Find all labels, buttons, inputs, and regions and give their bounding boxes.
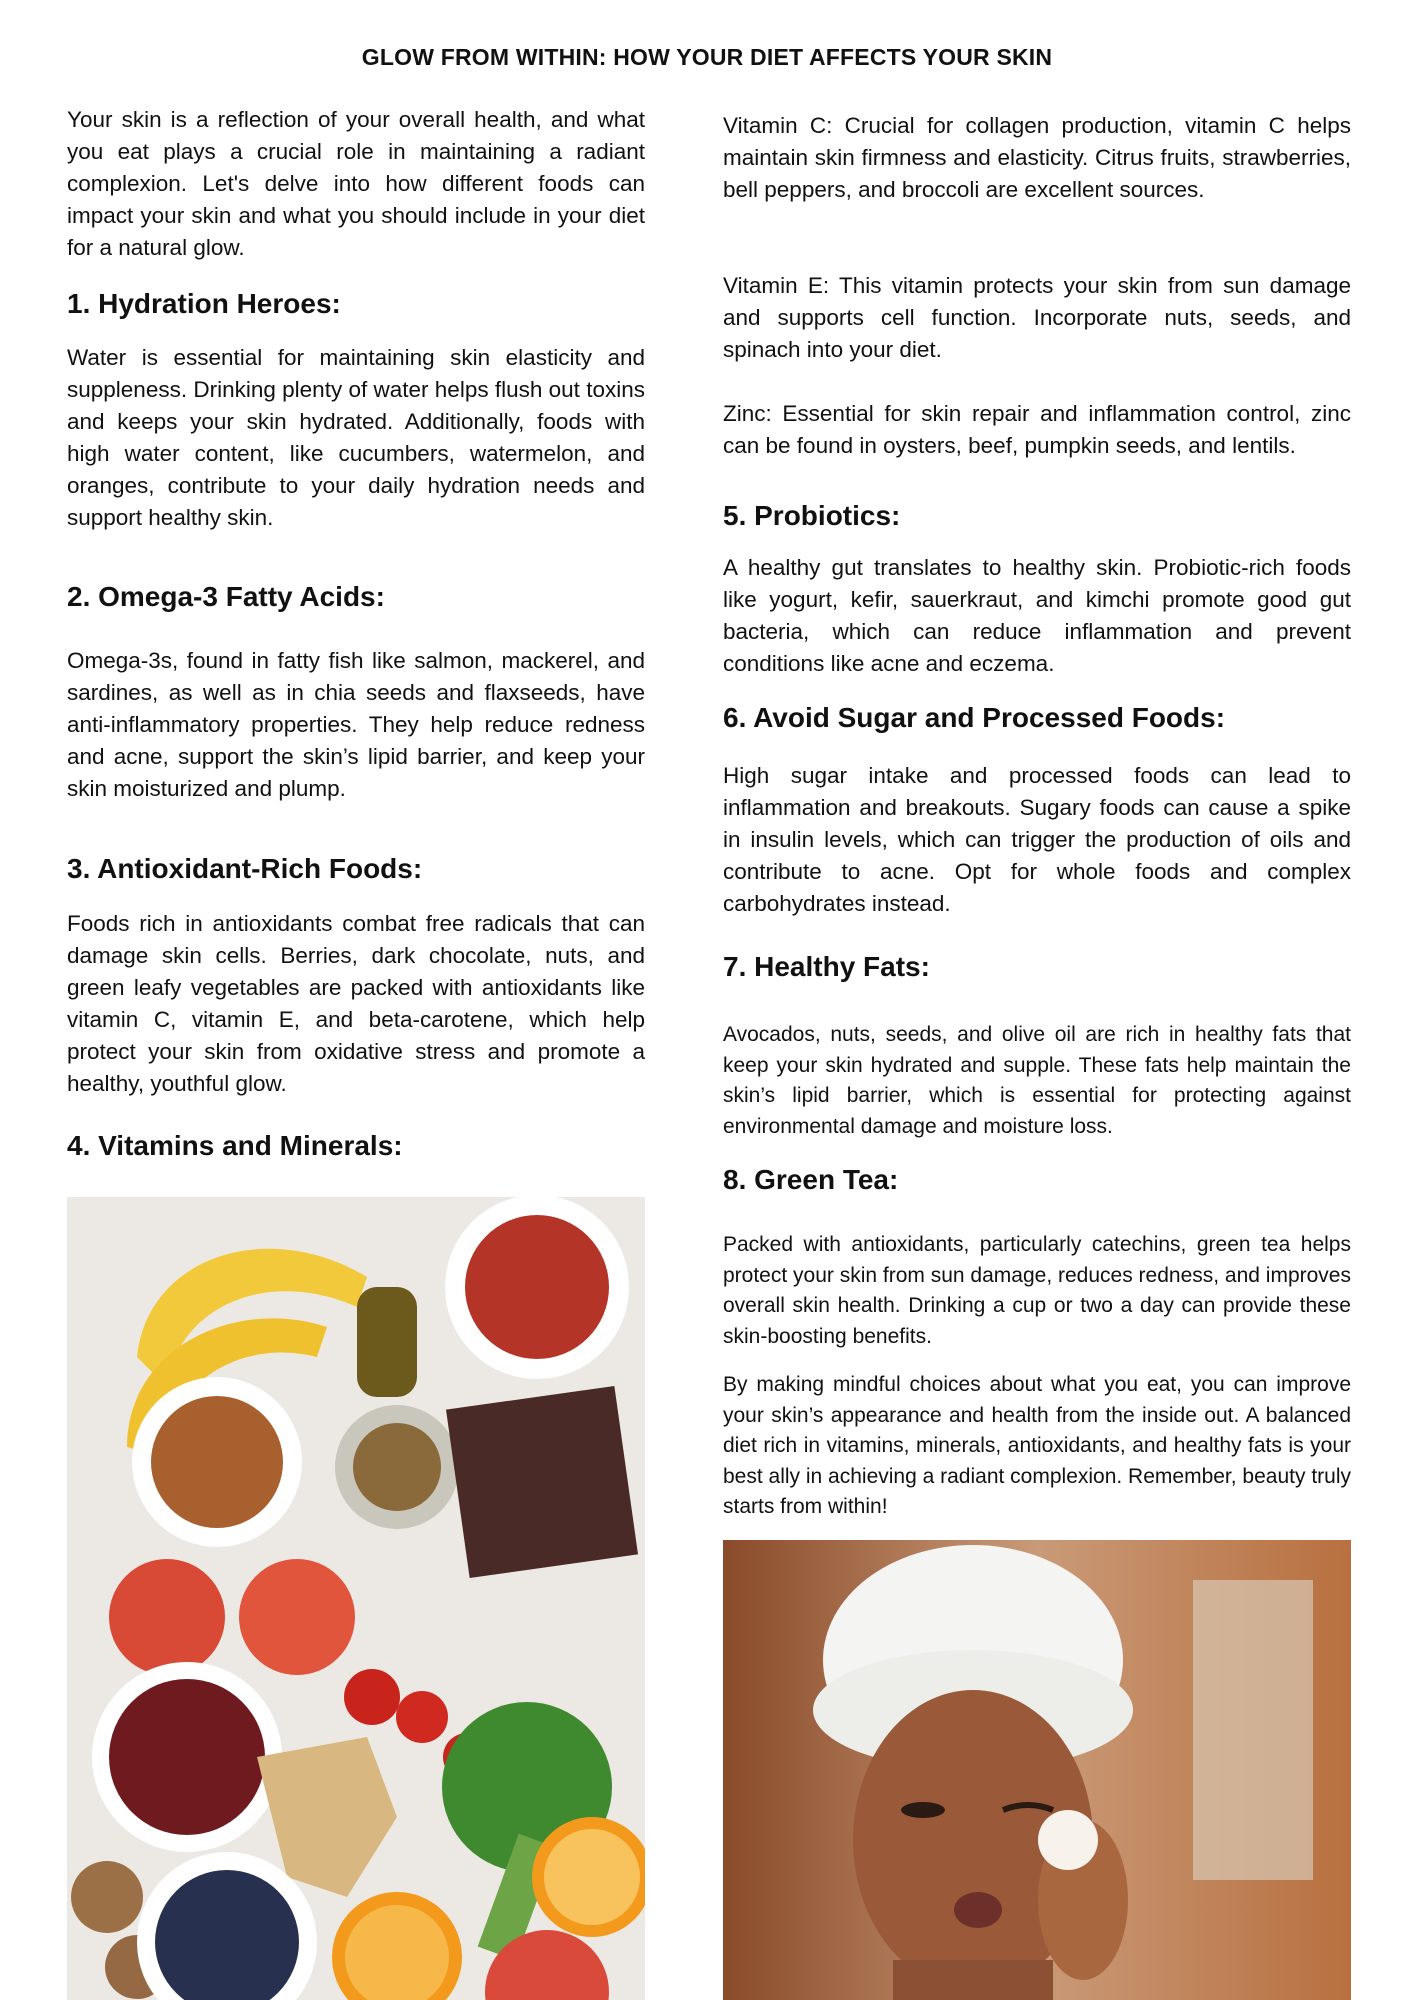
avoid-sugar-paragraph: High sugar intake and processed foods can lead to inflammation and breakouts. Sugary foods can cause a spike in insulin levels, which can trigger the production of oils and contribute to acne. Opt for whole foods and complex carbohydrates instead. (723, 763, 1351, 916)
omega3-paragraph: Omega-3s, found in fatty fish like salmon, mackerel, and sardines, as well as in chia seeds and flaxseeds, have anti-inflammatory properties. They help reduce redness and acne, support the skin’s lipid barrier, and keep your skin moisturized and plump. (67, 648, 645, 801)
heading-healthy-fats: 7. Healthy Fats: (723, 951, 930, 982)
vitamin-c-paragraph: Vitamin C: Crucial for collagen production, vitamin C helps maintain skin firmness and elasticity. Citrus fruits, strawberries, bell peppers, and broccoli are excellent sources. (723, 113, 1351, 202)
green-tea-paragraph: Packed with antioxidants, particularly catechins, green tea helps protect your skin from sun damage, reduces redness, and improves overall skin health. Drinking a cup or two a day can provide these skin-boosting benefits. (723, 1233, 1351, 1348)
conclusion-paragraph: By making mindful choices about what you eat, you can improve your skin’s appearance and health from the inside out. A balanced diet rich in vitamins, minerals, antioxidants, and healthy fats is your best ally in achieving a radiant complexion. Remember, beauty truly starts from within! (723, 1373, 1351, 1518)
zinc-paragraph: Zinc: Essential for skin repair and inflammation control, zinc can be found in oysters, beef, pumpkin seeds, and lentils. (723, 401, 1351, 458)
heading-vitamins: 4. Vitamins and Minerals: (67, 1130, 403, 1161)
healthy-fats-paragraph: Avocados, nuts, seeds, and olive oil are rich in healthy fats that keep your skin hydrated and supple. These fats help maintain the skin’s lipid barrier, which is essential for protecting against environmental damage and moisture loss. (723, 1023, 1351, 1138)
document-title: GLOW FROM WITHIN: HOW YOUR DIET AFFECTS YOUR SKIN (361, 44, 1053, 70)
heading-hydration: 1. Hydration Heroes: (67, 288, 341, 319)
heading-probiotics: 5. Probiotics: (723, 500, 901, 531)
heading-avoid-sugar: 6. Avoid Sugar and Processed Foods: (723, 702, 1226, 733)
heading-omega3: 2. Omega-3 Fatty Acids: (67, 581, 385, 612)
antioxidants-paragraph: Foods rich in antioxidants combat free radicals that can damage skin cells. Berries, dark chocolate, nuts, and green leafy vegetables are packed with antioxidants like vitamin C, vitamin E, and beta-carotene, which help protect your skin from oxidative stress and promote a healthy, youthful glow. (67, 911, 645, 1096)
heading-green-tea: 8. Green Tea: (723, 1164, 899, 1195)
probiotics-paragraph: A healthy gut translates to healthy skin. Probiotic-rich foods like yogurt, kefir, sauerkraut, and kimchi promote good gut bacteria, which can reduce inflammation and prevent conditions like acne and eczema. (723, 555, 1351, 676)
heading-antioxidants: 3. Antioxidant-Rich Foods: (67, 853, 423, 884)
vitamin-e-paragraph: Vitamin E: This vitamin protects your skin from sun damage and supports cell function. Incorporate nuts, seeds, and spinach into your diet. (723, 273, 1351, 362)
food-photo (67, 1197, 645, 2000)
intro-paragraph: Your skin is a reflection of your overall health, and what you eat plays a crucial role in maintaining a radiant complexion. Let's delve into how different foods can impact your skin and what you should include in your diet for a natural glow. (67, 107, 645, 260)
skincare-photo (723, 1540, 1351, 2000)
hydration-paragraph: Water is essential for maintaining skin elasticity and suppleness. Drinking plenty of water helps flush out toxins and keeps your skin hydrated. Additionally, foods with high water content, like cucumbers, watermelon, and oranges, contribute to your daily hydration needs and support healthy skin. (67, 345, 645, 530)
